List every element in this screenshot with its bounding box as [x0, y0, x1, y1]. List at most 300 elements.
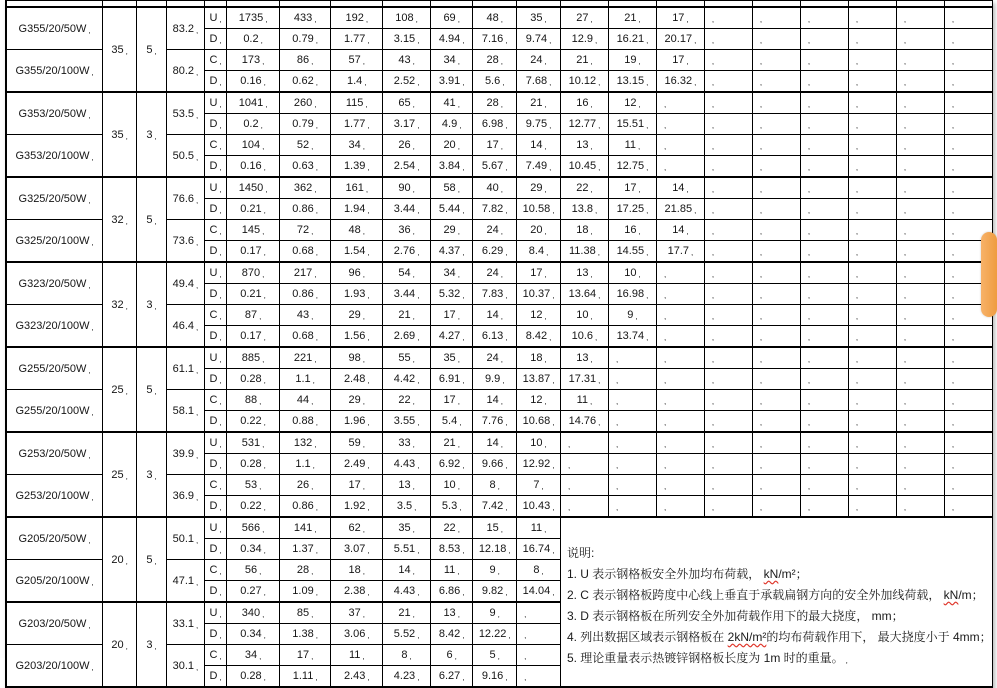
- value-cell[interactable]: [279, 390, 331, 411]
- empty-cell[interactable]: [848, 50, 896, 71]
- empty-cell[interactable]: [752, 7, 800, 29]
- product-cell[interactable]: [6, 645, 103, 688]
- empty-cell[interactable]: [896, 114, 944, 135]
- value-cell[interactable]: [331, 369, 383, 390]
- value-cell[interactable]: [383, 284, 431, 305]
- value-cell[interactable]: [608, 156, 656, 178]
- value-cell[interactable]: [560, 284, 608, 305]
- empty-cell[interactable]: [848, 475, 896, 496]
- value-cell[interactable]: [517, 432, 561, 454]
- value-cell[interactable]: [608, 177, 656, 199]
- empty-cell[interactable]: [896, 29, 944, 50]
- value-cell[interactable]: [383, 262, 431, 284]
- empty-cell[interactable]: [656, 262, 704, 284]
- empty-cell[interactable]: [704, 284, 752, 305]
- value-cell[interactable]: [431, 241, 473, 263]
- empty-cell[interactable]: [944, 135, 992, 156]
- empty-cell[interactable]: [608, 496, 656, 518]
- value-cell[interactable]: [608, 284, 656, 305]
- empty-cell[interactable]: [656, 135, 704, 156]
- empty-cell[interactable]: [944, 92, 992, 114]
- empty-cell[interactable]: [896, 454, 944, 475]
- empty-cell[interactable]: [944, 177, 992, 199]
- value-cell[interactable]: [279, 71, 331, 93]
- value-cell[interactable]: [279, 177, 331, 199]
- value-cell[interactable]: [279, 411, 331, 433]
- value-cell[interactable]: [431, 517, 473, 539]
- empty-cell[interactable]: [656, 347, 704, 369]
- value-cell[interactable]: [279, 199, 331, 220]
- value-cell[interactable]: [473, 475, 517, 496]
- bar-thickness-cell[interactable]: [137, 7, 167, 92]
- value-cell[interactable]: [383, 220, 431, 241]
- value-cell[interactable]: [560, 7, 608, 29]
- value-cell[interactable]: [431, 581, 473, 603]
- value-cell[interactable]: [331, 602, 383, 624]
- value-cell[interactable]: [608, 7, 656, 29]
- empty-cell[interactable]: [848, 199, 896, 220]
- value-cell[interactable]: [279, 347, 331, 369]
- empty-cell[interactable]: [752, 135, 800, 156]
- empty-cell[interactable]: [704, 475, 752, 496]
- value-cell[interactable]: [473, 177, 517, 199]
- value-cell[interactable]: [431, 156, 473, 178]
- bar-thickness-cell[interactable]: [137, 262, 167, 347]
- empty-cell[interactable]: [800, 92, 848, 114]
- empty-cell[interactable]: [704, 92, 752, 114]
- bar-height-cell[interactable]: [103, 7, 137, 92]
- value-cell[interactable]: [383, 114, 431, 135]
- value-cell[interactable]: [383, 241, 431, 263]
- value-cell[interactable]: [517, 220, 561, 241]
- value-cell[interactable]: [279, 369, 331, 390]
- row-label-cell[interactable]: [204, 602, 227, 624]
- value-cell[interactable]: [279, 92, 331, 114]
- empty-cell[interactable]: [944, 114, 992, 135]
- weight-cell[interactable]: [167, 517, 205, 560]
- value-cell[interactable]: [608, 71, 656, 93]
- value-cell[interactable]: [383, 199, 431, 220]
- empty-cell[interactable]: [752, 114, 800, 135]
- value-cell[interactable]: [517, 326, 561, 348]
- value-cell[interactable]: [383, 305, 431, 326]
- value-cell[interactable]: [656, 7, 704, 29]
- value-cell[interactable]: [608, 135, 656, 156]
- value-cell[interactable]: [279, 539, 331, 560]
- value-cell[interactable]: [560, 199, 608, 220]
- value-cell[interactable]: [279, 284, 331, 305]
- empty-cell[interactable]: [704, 156, 752, 178]
- value-cell[interactable]: [331, 199, 383, 220]
- value-cell[interactable]: [279, 156, 331, 178]
- value-cell[interactable]: [331, 475, 383, 496]
- empty-cell[interactable]: [896, 262, 944, 284]
- value-cell[interactable]: [517, 581, 561, 603]
- product-cell[interactable]: [6, 390, 103, 433]
- value-cell[interactable]: [331, 156, 383, 178]
- empty-cell[interactable]: [944, 29, 992, 50]
- value-cell[interactable]: [473, 220, 517, 241]
- empty-cell[interactable]: [517, 602, 561, 624]
- empty-cell[interactable]: [800, 114, 848, 135]
- value-cell[interactable]: [473, 50, 517, 71]
- value-cell[interactable]: [331, 624, 383, 645]
- value-cell[interactable]: [517, 29, 561, 50]
- empty-cell[interactable]: [752, 262, 800, 284]
- empty-cell[interactable]: [656, 390, 704, 411]
- empty-cell[interactable]: [800, 369, 848, 390]
- value-cell[interactable]: [383, 135, 431, 156]
- value-cell[interactable]: [383, 539, 431, 560]
- weight-cell[interactable]: [167, 432, 205, 475]
- value-cell[interactable]: [331, 29, 383, 50]
- value-cell[interactable]: [227, 262, 279, 284]
- empty-cell[interactable]: [944, 411, 992, 433]
- empty-cell[interactable]: [752, 50, 800, 71]
- value-cell[interactable]: [227, 156, 279, 178]
- value-cell[interactable]: [227, 29, 279, 50]
- row-label-cell[interactable]: [204, 305, 227, 326]
- value-cell[interactable]: [331, 539, 383, 560]
- value-cell[interactable]: [383, 602, 431, 624]
- empty-cell[interactable]: [896, 432, 944, 454]
- empty-cell[interactable]: [752, 220, 800, 241]
- value-cell[interactable]: [279, 7, 331, 29]
- value-cell[interactable]: [431, 602, 473, 624]
- value-cell[interactable]: [431, 475, 473, 496]
- value-cell[interactable]: [656, 29, 704, 50]
- row-label-cell[interactable]: [204, 7, 227, 29]
- value-cell[interactable]: [517, 262, 561, 284]
- value-cell[interactable]: [431, 220, 473, 241]
- empty-cell[interactable]: [944, 7, 992, 29]
- value-cell[interactable]: [431, 496, 473, 518]
- row-label-cell[interactable]: [204, 92, 227, 114]
- weight-cell[interactable]: [167, 7, 205, 50]
- value-cell[interactable]: [227, 347, 279, 369]
- value-cell[interactable]: [227, 496, 279, 518]
- value-cell[interactable]: [473, 645, 517, 666]
- product-cell[interactable]: [6, 475, 103, 518]
- product-cell[interactable]: [6, 560, 103, 603]
- empty-cell[interactable]: [896, 326, 944, 348]
- value-cell[interactable]: [517, 496, 561, 518]
- empty-cell[interactable]: [848, 7, 896, 29]
- value-cell[interactable]: [279, 305, 331, 326]
- row-label-cell[interactable]: [204, 114, 227, 135]
- empty-cell[interactable]: [752, 411, 800, 433]
- value-cell[interactable]: [431, 135, 473, 156]
- value-cell[interactable]: [227, 369, 279, 390]
- empty-cell[interactable]: [752, 475, 800, 496]
- value-cell[interactable]: [517, 347, 561, 369]
- empty-cell[interactable]: [560, 432, 608, 454]
- value-cell[interactable]: [383, 156, 431, 178]
- value-cell[interactable]: [383, 7, 431, 29]
- product-cell[interactable]: [6, 602, 103, 645]
- row-label-cell[interactable]: [204, 199, 227, 220]
- empty-cell[interactable]: [608, 390, 656, 411]
- empty-cell[interactable]: [896, 92, 944, 114]
- empty-cell[interactable]: [944, 369, 992, 390]
- empty-cell[interactable]: [944, 347, 992, 369]
- bar-height-cell[interactable]: [103, 347, 137, 432]
- bar-thickness-cell[interactable]: [137, 432, 167, 517]
- value-cell[interactable]: [473, 369, 517, 390]
- value-cell[interactable]: [331, 71, 383, 93]
- value-cell[interactable]: [383, 581, 431, 603]
- empty-cell[interactable]: [848, 454, 896, 475]
- weight-cell[interactable]: [167, 475, 205, 518]
- empty-cell[interactable]: [800, 156, 848, 178]
- value-cell[interactable]: [279, 241, 331, 263]
- bar-thickness-cell[interactable]: [137, 602, 167, 687]
- value-cell[interactable]: [608, 241, 656, 263]
- empty-cell[interactable]: [800, 177, 848, 199]
- empty-cell[interactable]: [704, 71, 752, 93]
- value-cell[interactable]: [331, 177, 383, 199]
- empty-cell[interactable]: [800, 135, 848, 156]
- value-cell[interactable]: [227, 241, 279, 263]
- value-cell[interactable]: [608, 50, 656, 71]
- empty-cell[interactable]: [656, 114, 704, 135]
- value-cell[interactable]: [383, 390, 431, 411]
- value-cell[interactable]: [331, 135, 383, 156]
- empty-cell[interactable]: [608, 347, 656, 369]
- value-cell[interactable]: [383, 560, 431, 581]
- row-label-cell[interactable]: [204, 284, 227, 305]
- value-cell[interactable]: [560, 71, 608, 93]
- empty-cell[interactable]: [704, 496, 752, 518]
- value-cell[interactable]: [331, 390, 383, 411]
- value-cell[interactable]: [608, 262, 656, 284]
- value-cell[interactable]: [431, 305, 473, 326]
- row-label-cell[interactable]: [204, 241, 227, 263]
- empty-cell[interactable]: [848, 29, 896, 50]
- value-cell[interactable]: [517, 114, 561, 135]
- value-cell[interactable]: [656, 220, 704, 241]
- bar-height-cell[interactable]: [103, 92, 137, 177]
- value-cell[interactable]: [517, 411, 561, 433]
- row-label-cell[interactable]: [204, 645, 227, 666]
- empty-cell[interactable]: [752, 29, 800, 50]
- empty-cell[interactable]: [704, 432, 752, 454]
- weight-cell[interactable]: [167, 305, 205, 348]
- value-cell[interactable]: [517, 475, 561, 496]
- value-cell[interactable]: [473, 539, 517, 560]
- value-cell[interactable]: [517, 284, 561, 305]
- empty-cell[interactable]: [848, 432, 896, 454]
- empty-cell[interactable]: [848, 156, 896, 178]
- empty-cell[interactable]: [848, 220, 896, 241]
- value-cell[interactable]: [331, 241, 383, 263]
- value-cell[interactable]: [608, 305, 656, 326]
- empty-cell[interactable]: [896, 496, 944, 518]
- value-cell[interactable]: [383, 517, 431, 539]
- bar-thickness-cell[interactable]: [137, 347, 167, 432]
- value-cell[interactable]: [279, 645, 331, 666]
- empty-cell[interactable]: [944, 199, 992, 220]
- bar-height-cell[interactable]: [103, 262, 137, 347]
- empty-cell[interactable]: [944, 454, 992, 475]
- value-cell[interactable]: [279, 602, 331, 624]
- value-cell[interactable]: [656, 199, 704, 220]
- empty-cell[interactable]: [704, 347, 752, 369]
- empty-cell[interactable]: [848, 284, 896, 305]
- row-label-cell[interactable]: [204, 624, 227, 645]
- value-cell[interactable]: [431, 560, 473, 581]
- value-cell[interactable]: [560, 326, 608, 348]
- value-cell[interactable]: [473, 517, 517, 539]
- empty-cell[interactable]: [896, 135, 944, 156]
- value-cell[interactable]: [431, 7, 473, 29]
- empty-cell[interactable]: [656, 432, 704, 454]
- empty-cell[interactable]: [848, 71, 896, 93]
- value-cell[interactable]: [560, 262, 608, 284]
- value-cell[interactable]: [331, 220, 383, 241]
- value-cell[interactable]: [383, 475, 431, 496]
- value-cell[interactable]: [331, 326, 383, 348]
- bar-height-cell[interactable]: [103, 432, 137, 517]
- row-label-cell[interactable]: [204, 581, 227, 603]
- value-cell[interactable]: [331, 284, 383, 305]
- value-cell[interactable]: [431, 29, 473, 50]
- value-cell[interactable]: [227, 92, 279, 114]
- empty-cell[interactable]: [896, 305, 944, 326]
- value-cell[interactable]: [431, 369, 473, 390]
- row-label-cell[interactable]: [204, 326, 227, 348]
- empty-cell[interactable]: [752, 347, 800, 369]
- value-cell[interactable]: [227, 645, 279, 666]
- empty-cell[interactable]: [896, 71, 944, 93]
- orange-scroll-marker[interactable]: [981, 232, 997, 317]
- value-cell[interactable]: [608, 220, 656, 241]
- row-label-cell[interactable]: [204, 411, 227, 433]
- value-cell[interactable]: [383, 645, 431, 666]
- value-cell[interactable]: [279, 29, 331, 50]
- value-cell[interactable]: [656, 71, 704, 93]
- empty-cell[interactable]: [704, 390, 752, 411]
- value-cell[interactable]: [383, 29, 431, 50]
- value-cell[interactable]: [431, 624, 473, 645]
- empty-cell[interactable]: [944, 496, 992, 518]
- weight-cell[interactable]: [167, 602, 205, 645]
- value-cell[interactable]: [383, 666, 431, 688]
- value-cell[interactable]: [431, 411, 473, 433]
- value-cell[interactable]: [560, 347, 608, 369]
- empty-cell[interactable]: [752, 92, 800, 114]
- value-cell[interactable]: [431, 390, 473, 411]
- empty-cell[interactable]: [848, 241, 896, 263]
- value-cell[interactable]: [227, 666, 279, 688]
- value-cell[interactable]: [279, 581, 331, 603]
- value-cell[interactable]: [431, 199, 473, 220]
- value-cell[interactable]: [517, 135, 561, 156]
- empty-cell[interactable]: [517, 666, 561, 688]
- weight-cell[interactable]: [167, 177, 205, 220]
- value-cell[interactable]: [560, 92, 608, 114]
- row-label-cell[interactable]: [204, 496, 227, 518]
- empty-cell[interactable]: [944, 475, 992, 496]
- product-cell[interactable]: [6, 262, 103, 305]
- empty-cell[interactable]: [656, 475, 704, 496]
- value-cell[interactable]: [331, 560, 383, 581]
- value-cell[interactable]: [517, 454, 561, 475]
- weight-cell[interactable]: [167, 135, 205, 178]
- value-cell[interactable]: [279, 517, 331, 539]
- empty-cell[interactable]: [848, 305, 896, 326]
- empty-cell[interactable]: [848, 114, 896, 135]
- value-cell[interactable]: [560, 114, 608, 135]
- value-cell[interactable]: [383, 50, 431, 71]
- value-cell[interactable]: [331, 432, 383, 454]
- value-cell[interactable]: [560, 241, 608, 263]
- product-cell[interactable]: [6, 347, 103, 390]
- value-cell[interactable]: [473, 411, 517, 433]
- empty-cell[interactable]: [848, 92, 896, 114]
- empty-cell[interactable]: [848, 347, 896, 369]
- value-cell[interactable]: [431, 454, 473, 475]
- empty-cell[interactable]: [896, 411, 944, 433]
- value-cell[interactable]: [517, 517, 561, 539]
- empty-cell[interactable]: [517, 645, 561, 666]
- value-cell[interactable]: [517, 539, 561, 560]
- empty-cell[interactable]: [896, 241, 944, 263]
- value-cell[interactable]: [473, 432, 517, 454]
- value-cell[interactable]: [227, 7, 279, 29]
- product-cell[interactable]: [6, 305, 103, 348]
- row-label-cell[interactable]: [204, 71, 227, 93]
- empty-cell[interactable]: [800, 432, 848, 454]
- value-cell[interactable]: [383, 624, 431, 645]
- value-cell[interactable]: [431, 71, 473, 93]
- value-cell[interactable]: [331, 581, 383, 603]
- value-cell[interactable]: [517, 71, 561, 93]
- value-cell[interactable]: [473, 454, 517, 475]
- empty-cell[interactable]: [704, 241, 752, 263]
- value-cell[interactable]: [227, 581, 279, 603]
- value-cell[interactable]: [560, 411, 608, 433]
- value-cell[interactable]: [331, 517, 383, 539]
- value-cell[interactable]: [331, 666, 383, 688]
- empty-cell[interactable]: [848, 411, 896, 433]
- empty-cell[interactable]: [848, 135, 896, 156]
- value-cell[interactable]: [473, 390, 517, 411]
- empty-cell[interactable]: [944, 326, 992, 348]
- empty-cell[interactable]: [752, 305, 800, 326]
- value-cell[interactable]: [560, 305, 608, 326]
- value-cell[interactable]: [331, 347, 383, 369]
- bar-thickness-cell[interactable]: [137, 517, 167, 602]
- value-cell[interactable]: [473, 241, 517, 263]
- value-cell[interactable]: [227, 135, 279, 156]
- row-label-cell[interactable]: [204, 560, 227, 581]
- value-cell[interactable]: [383, 92, 431, 114]
- empty-cell[interactable]: [848, 262, 896, 284]
- empty-cell[interactable]: [560, 454, 608, 475]
- value-cell[interactable]: [227, 177, 279, 199]
- value-cell[interactable]: [517, 369, 561, 390]
- value-cell[interactable]: [279, 114, 331, 135]
- empty-cell[interactable]: [608, 411, 656, 433]
- weight-cell[interactable]: [167, 645, 205, 688]
- value-cell[interactable]: [279, 326, 331, 348]
- empty-cell[interactable]: [800, 326, 848, 348]
- value-cell[interactable]: [279, 50, 331, 71]
- bar-thickness-cell[interactable]: [137, 177, 167, 262]
- value-cell[interactable]: [431, 262, 473, 284]
- value-cell[interactable]: [473, 156, 517, 178]
